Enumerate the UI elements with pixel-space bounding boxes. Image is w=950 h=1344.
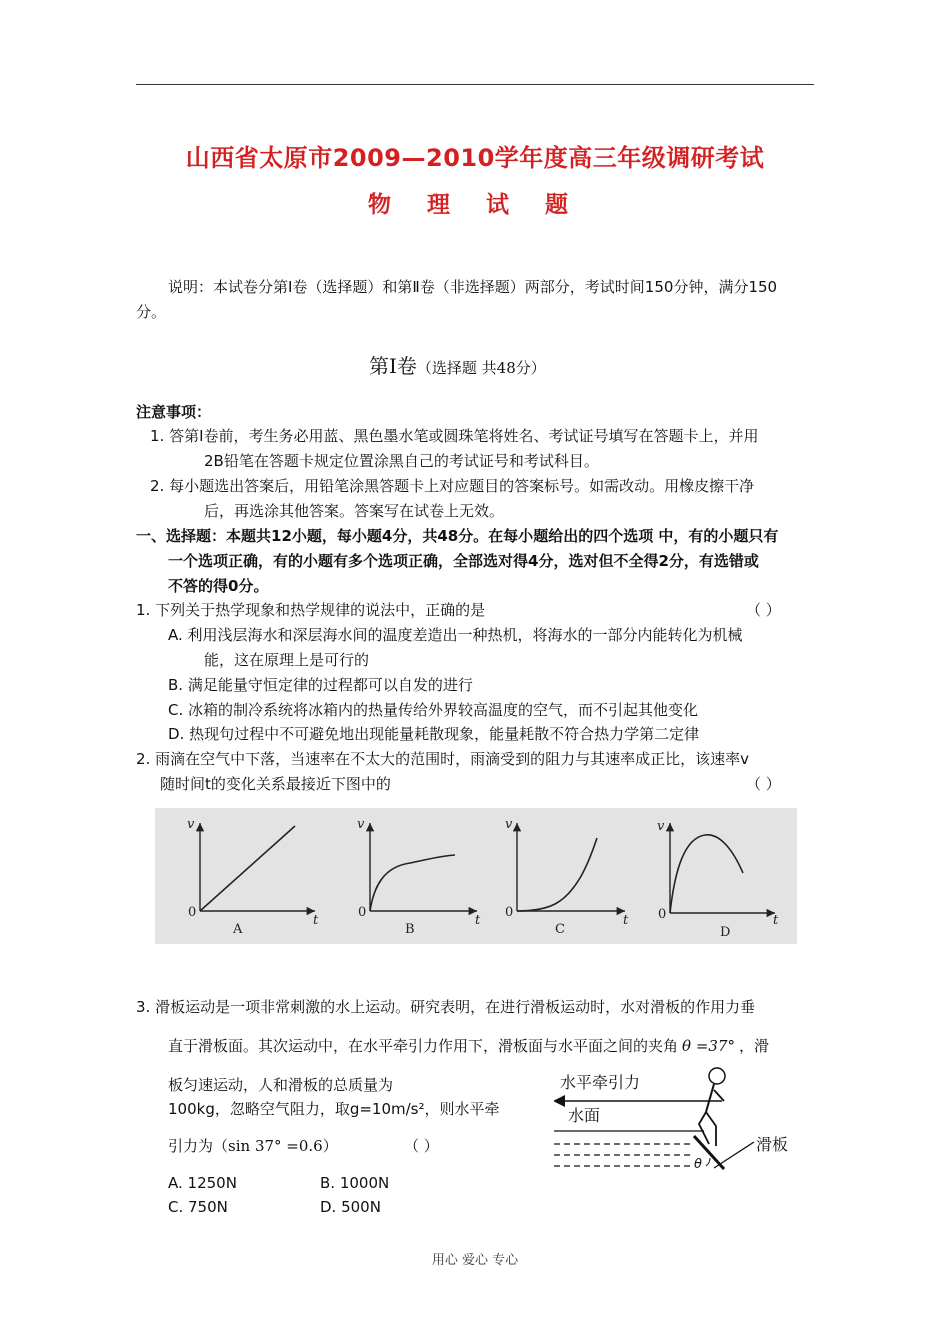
notices-heading: 注意事项： [136,403,212,421]
exam-title: 山西省太原市2009—2010学年度高三年级调研考试 [185,144,765,172]
graph-d-label: D [720,925,731,940]
q2-line-2: 随时间t的变化关系最接近下图中的 [160,775,391,793]
header-rule [136,84,814,85]
q3-line-1: 3. 滑板运动是一项非常刺激的水上运动。研究表明，在进行滑板运动时，水对滑板的作用力垂 [136,998,756,1016]
skier-figure [699,1068,725,1146]
graph-c-x-label: t [623,913,629,928]
q3-skier-figure [554,1064,804,1179]
section-1-line-2: 一个选项正确，有的小题有多个选项正确，全部选对得4分，选对但不全得2分，有选错或 [168,552,759,570]
angle-arc [706,1158,710,1166]
q1-option-a-line-1: A. 利用浅层海水和深层海水间的温度差造出一种热机，将海水的一部分内能转化为机械 [168,626,743,644]
graph-b-curve [370,855,455,911]
board-pointer-line [714,1142,754,1168]
q3-line-2 [168,1036,769,1056]
graph-a-y-label: v [187,817,195,832]
q1-stem: 1. 下列关于热学现象和热学规律的说法中，正确的是 [136,601,486,619]
volume-title: 第Ⅰ卷 [369,354,417,378]
q3-option-d: D. 500N [320,1198,381,1216]
angle-theta-label: θ [694,1157,702,1172]
q3-line-2-end: ，滑 [738,1037,769,1055]
q3-option-b: B. 1000N [320,1174,390,1192]
q1-option-b: B. 满足能量守恒定律的过程都可以自发的进行 [168,676,473,694]
q3-line-3: 板匀速运动，人和滑板的总质量为 [168,1076,394,1094]
intro-line-2: 分。 [136,303,167,321]
notice-1-line-2: 2B铅笔在答题卡规定位置涂黑自己的考试证号和考试科目。 [204,452,599,470]
q2-answer-bracket: （ ） [746,775,781,793]
skier-arm [714,1090,724,1101]
q3-line-5 [168,1136,338,1156]
notice-2-line-1: 2. 每小题选出答案后，用铅笔涂黑答题卡上对应题目的答案标号。如需改动。用橡皮擦干净 [150,477,755,495]
q3-line-2-text: 直于滑板面。其次运动中，在水平牵引力作用下，滑板面与水平面之间的夹角 [168,1037,679,1055]
q2-line-1: 2. 雨滴在空气中下落，当速率在不太大的范围时，雨滴受到的阻力与其速率成正比，该速率v [136,750,749,768]
volume-heading [369,350,546,379]
page-footer: 用心 爱心 专心 [431,1253,519,1268]
q1-answer-bracket: （ ） [746,601,781,619]
graph-d-curve [670,835,743,913]
q3-sin: sin 37° =0.6 [228,1137,323,1155]
q3-answer-bracket: （ ） [404,1137,439,1155]
skier-head [709,1068,725,1084]
notice-2-line-2: 后，再选涂其他答案。答案写在试卷上无效。 [204,502,505,520]
q3-angle: θ =37° [682,1037,735,1055]
water-surface-label: 水面 [568,1106,601,1125]
intro-line-1: 说明：本试卷分第Ⅰ卷（选择题）和第Ⅱ卷（非选择题）两部分，考试时间150分钟，满分150 [168,278,778,296]
section-1-line-3: 不答的得0分。 [168,577,269,595]
graph-c-label: C [555,922,565,937]
q1-option-c: C. 冰箱的制冷系统将冰箱内的热量传给外界较高温度的空气，而不引起其他变化 [168,701,699,719]
board-label: 滑板 [756,1135,789,1154]
q3-option-c: C. 750N [168,1198,228,1216]
graph-c-origin: 0 [505,905,514,920]
volume-note: （选择题 共48分） [416,359,546,377]
graph-d [657,819,779,940]
graph-b [357,817,481,937]
graph-d-x-label: t [773,913,779,928]
graph-a-origin: 0 [188,905,197,920]
graph-a [187,817,319,937]
exam-subtitle: 物 理 试 题 [367,192,583,218]
q1-option-d: D. 热现句过程中不可避免地出现能量耗散现象，能量耗散不符合热力学第二定律 [168,725,700,743]
graph-d-origin: 0 [658,907,667,922]
q3-line-5-text: 引力为（ [168,1137,229,1155]
graph-b-y-label: v [357,817,365,832]
graph-c-y-label: v [505,817,513,832]
q2-graphs-figure [155,808,797,944]
graph-a-x-label: t [313,913,319,928]
graph-b-x-label: t [475,913,481,928]
q3-line-5-end: ） [322,1137,338,1155]
graph-a-label: A [233,922,243,937]
q1-option-a-line-2: 能，这在原理上是可行的 [204,651,370,669]
graph-b-label: B [405,922,415,937]
section-1-line-1: 一、选择题：本题共12小题，每小题4分，共48分。在每小题给出的四个选项 中，有的小题只有 [136,527,779,545]
q3-option-a: A. 1250N [168,1174,237,1192]
graph-c [505,817,629,937]
skier-leg-1 [699,1112,709,1144]
graph-d-y-label: v [657,819,665,834]
pull-force-label: 水平牵引力 [560,1073,641,1092]
graph-c-curve [517,838,597,911]
q3-line-4: 100kg，忽略空气阻力，取g=10m/s²，则水平牵 [168,1100,500,1118]
graph-a-curve [200,826,295,911]
notice-1-line-1: 1. 答第Ⅰ卷前，考生务必用蓝、黑色墨水笔或圆珠笔将姓名、考试证号填写在答题卡上，并用 [150,427,759,445]
skier-body [706,1084,714,1112]
graph-b-origin: 0 [358,905,367,920]
